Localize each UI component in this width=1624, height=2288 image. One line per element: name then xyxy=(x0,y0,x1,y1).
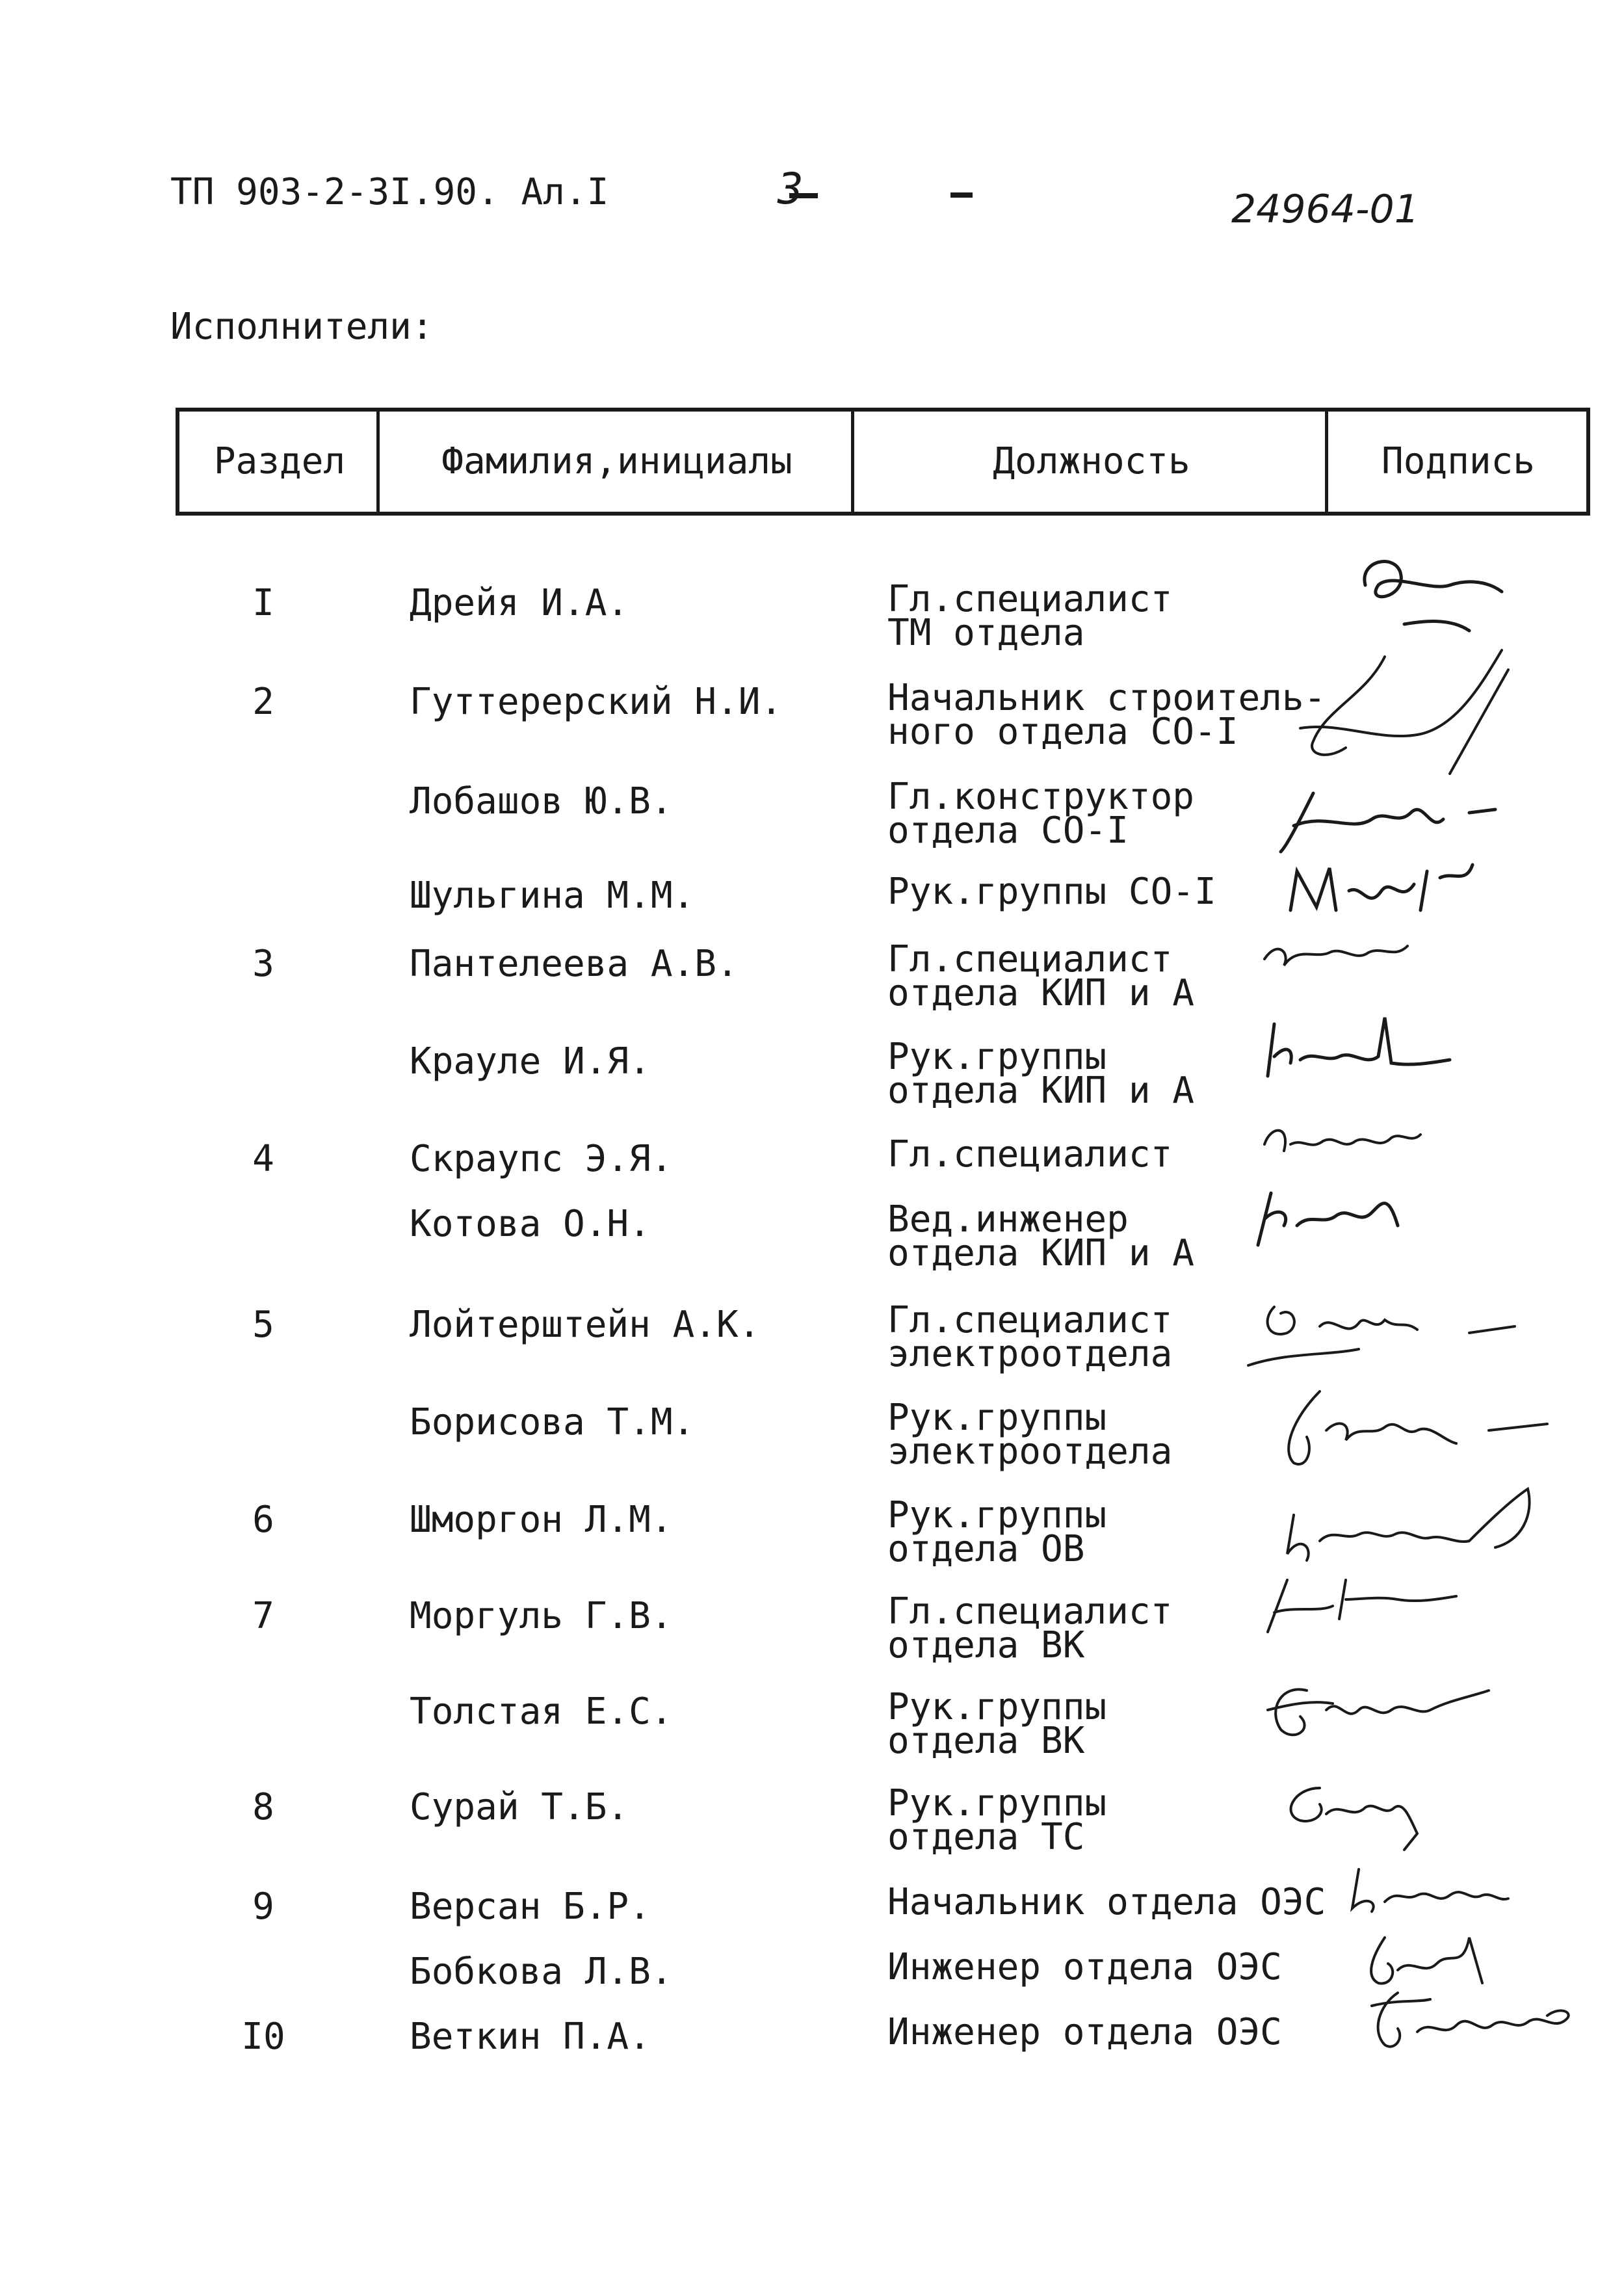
signature xyxy=(1277,845,1486,930)
row-section: I0 xyxy=(241,2016,285,2058)
row-name: Гуттерерский Н.И. xyxy=(410,681,783,723)
row-name: Пантелеева А.В. xyxy=(410,943,739,985)
row-section: 6 xyxy=(252,1499,274,1541)
row-section: 8 xyxy=(252,1786,274,1828)
row-name: Крауле И.Я. xyxy=(410,1040,651,1083)
row-name: Борисова Т.М. xyxy=(410,1401,695,1443)
row-position xyxy=(887,1397,1173,1473)
row-position-line: Начальник строитель- xyxy=(887,677,1326,719)
row-position-line: Инженер отдела ОЭС xyxy=(887,2011,1282,2053)
row-section: 4 xyxy=(252,1138,274,1180)
row-position xyxy=(887,1782,1107,1858)
row-position-line: отдела КИП и А xyxy=(887,1232,1195,1274)
row-name: Веткин П.А. xyxy=(410,2016,651,2058)
row-position-line: Рук.группы xyxy=(887,1494,1107,1536)
column-header-position: Должность xyxy=(993,440,1190,482)
row-section: 5 xyxy=(252,1304,274,1346)
column-header-signature: Подпись xyxy=(1381,440,1535,482)
row-position-line: ТМ отдела xyxy=(887,612,1085,654)
row-position-line: Начальник отдела ОЭС xyxy=(887,1881,1326,1923)
row-name: Сурай Т.Б. xyxy=(410,1786,629,1828)
signature xyxy=(1274,1775,1443,1866)
row-position xyxy=(887,1133,1173,1176)
signature xyxy=(1255,1005,1463,1096)
signature xyxy=(1359,1980,1593,2071)
signature xyxy=(1268,1378,1567,1489)
row-section: 2 xyxy=(252,681,274,723)
performers-heading: Исполнители: xyxy=(170,306,434,348)
row-section: 7 xyxy=(252,1595,274,1637)
row-position-line: Инженер отдела ОЭС xyxy=(887,1946,1282,1988)
row-name: Скраупс Э.Я. xyxy=(410,1138,673,1180)
row-name: Котова О.Н. xyxy=(410,1203,651,1245)
row-position-line: Рук.группы xyxy=(887,1036,1107,1078)
row-section: 3 xyxy=(252,943,274,985)
document-code: ТП 903-2-3I.90. Ал.I xyxy=(170,171,609,213)
row-name: Шульгина М.М. xyxy=(410,874,695,917)
row-position-line: Гл.конструктор xyxy=(887,776,1195,818)
handwritten-document-number: 24964-01 xyxy=(1231,187,1419,232)
row-position xyxy=(887,1590,1173,1666)
row-name: Лойтерштейн А.К. xyxy=(410,1304,761,1346)
row-position-line: отдела КИП и А xyxy=(887,1070,1195,1112)
table-header xyxy=(176,408,1590,516)
row-position-line: отдела ТС xyxy=(887,1816,1085,1858)
row-position xyxy=(887,677,1326,753)
row-section: I xyxy=(252,582,274,624)
row-name: Толстая Е.С. xyxy=(410,1690,673,1733)
row-position-line: Гл.специалист xyxy=(887,578,1173,620)
row-position-line: электроотдела xyxy=(887,1333,1173,1375)
row-name: Версан Б.Р. xyxy=(410,1886,651,1928)
row-position-line: электроотдела xyxy=(887,1430,1173,1473)
row-position-line: отдела ВК xyxy=(887,1720,1085,1762)
row-position xyxy=(887,1881,1326,1923)
row-position-line: Рук.группы xyxy=(887,1397,1107,1439)
row-position-line: отдела ОВ xyxy=(887,1528,1085,1570)
row-position-line: Вед.инженер xyxy=(887,1198,1129,1241)
row-position-line: Рук.группы СО-I xyxy=(887,871,1216,913)
signature xyxy=(1251,1105,1434,1170)
row-position xyxy=(887,1946,1282,1988)
row-position xyxy=(887,776,1195,852)
row-position-line: Гл.специалист xyxy=(887,1299,1173,1341)
signature xyxy=(1339,1856,1521,1928)
column-header-name: Фамилия,инициалы xyxy=(441,440,792,482)
signature xyxy=(1235,1294,1534,1385)
row-position-line: отдела ВК xyxy=(887,1624,1085,1666)
row-name: Бобкова Л.В. xyxy=(410,1951,673,1993)
row-position-line: Рук.группы xyxy=(887,1782,1107,1824)
row-position-line: отдела КИП и А xyxy=(887,972,1195,1014)
row-position-line: отдела СО-I xyxy=(887,809,1129,852)
row-position-line: Гл.специалист xyxy=(887,1133,1173,1176)
signature xyxy=(1258,927,1427,985)
row-name: Моргуль Г.В. xyxy=(410,1595,673,1637)
column-header-section: Раздел xyxy=(213,440,346,482)
signature xyxy=(1268,1476,1554,1580)
row-name: Шморгон Л.М. xyxy=(410,1499,673,1541)
page-number-dash-right xyxy=(950,192,973,198)
signature xyxy=(1255,1664,1508,1755)
row-name: Дрейя И.А. xyxy=(410,582,629,624)
signature xyxy=(1255,1567,1476,1645)
row-name: Лобашов Ю.В. xyxy=(410,780,673,822)
page-number: 3 xyxy=(778,164,804,214)
row-position xyxy=(887,1198,1195,1274)
row-position xyxy=(887,1299,1173,1375)
signature xyxy=(1245,1167,1427,1271)
row-section: 9 xyxy=(252,1886,274,1928)
row-position-line: Гл.специалист xyxy=(887,938,1173,980)
row-position xyxy=(887,871,1216,913)
row-position xyxy=(887,1036,1195,1112)
row-position xyxy=(887,578,1173,654)
row-position-line: Рук.группы xyxy=(887,1686,1107,1728)
row-position xyxy=(887,1686,1107,1762)
row-position xyxy=(887,1494,1107,1570)
row-position xyxy=(887,2011,1282,2053)
row-position xyxy=(887,938,1195,1014)
row-position-line: Гл.специалист xyxy=(887,1590,1173,1633)
row-position-line: ного отдела СО-I xyxy=(887,711,1238,753)
